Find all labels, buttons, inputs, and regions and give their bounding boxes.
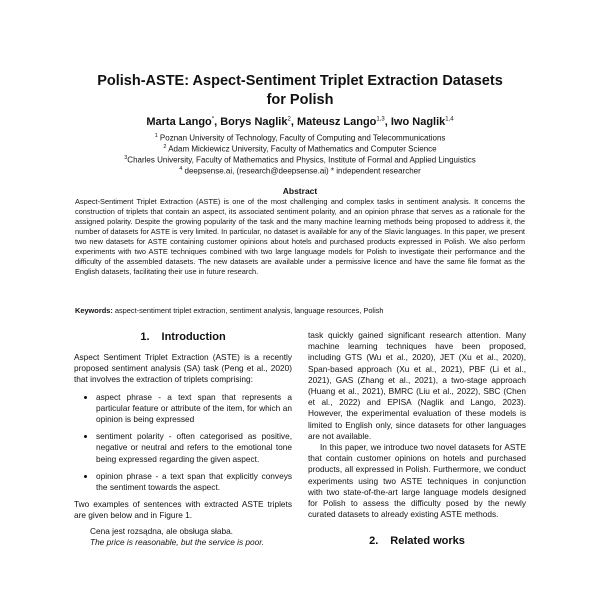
- affiliation-text: Charles University, Faculty of Mathematics and Physics, Institute of Formal and Applied Linguistics: [127, 155, 476, 165]
- author-sup: *: [211, 116, 215, 123]
- example-sentence: [90, 526, 292, 548]
- author-list: Marta Lango*, Borys Naglik$^2$, Mateusz Lango$^{1,3}$, Iwo Naglik$^{1,4}$: [146, 116, 454, 128]
- left-column: [74, 330, 292, 548]
- keywords-text: aspect-sentiment triplet extraction, sentiment analysis, language resources, Polish: [114, 306, 384, 315]
- intro-paragraph-2: Two examples of sentences with extracted ASTE triplets are given below and in Figure 1.: [74, 499, 292, 521]
- abstract-heading: Abstract: [282, 186, 318, 196]
- right-column: [308, 330, 526, 556]
- list-item: • aspect phrase - a text span that represents a particular feature or attribute of the item, for which an opinion is being expressed: [96, 392, 292, 426]
- author-name: Mateusz Lango: [296, 116, 377, 128]
- section-number: 2.: [369, 535, 379, 548]
- section-title: Related works: [390, 535, 465, 548]
- affiliation-sup: 3: [124, 155, 128, 161]
- list-item: • opinion phrase - a text span that explicitly conveys the sentiment towards the aspect.: [96, 471, 292, 493]
- author-name: Borys Naglik: [220, 116, 288, 128]
- author-name: Iwo Naglik: [390, 116, 446, 128]
- author-name: Marta Lango: [146, 116, 212, 128]
- example-translation: The price is reasonable, but the service is poor.: [90, 536, 265, 547]
- affiliation-sup: 1: [154, 133, 158, 139]
- affiliation: [0, 164, 600, 177]
- keywords: [75, 306, 525, 315]
- title-line-1: Polish-ASTE: Aspect-Sentiment Triplet Extraction Datasets: [97, 73, 503, 89]
- list-item: • sentiment polarity - often categorised as positive, negative or neutral and refers to the emotional tone being expressed regarding the given aspect.: [96, 431, 292, 465]
- section-heading-introduction: [74, 330, 292, 344]
- author-sup: 1,3: [376, 116, 385, 123]
- section-number: 1.: [140, 331, 150, 343]
- abstract-body: Aspect-Sentiment Triplet Extraction (ASTE) is one of the most challenging and complex tasks in sentiment analysis. It concerns the construction of triplets that contain an aspect, its associated sentiment polarity, and an opinion phrase that serves as a rationale for the assigned polarity. Despite the growing popularity of the task and the many machine learning methods being proposed to address it, the number of datasets for ASTE is very limited. In particular, no dataset is available for any of the Slavic languages. In this paper, we present two new datasets for ASTE containing customer opinions about hotels and purchased products expressed in Polish. We also perform experiments with two ASTE techniques combined with two large language models for Polish to investigate their performance and the difficulty of the assembled datasets. The new datasets are available under a permissive licence and have the same file format as the English datasets, facilitating their use in future research.: [75, 197, 525, 276]
- affiliation-sup: 4: [179, 166, 183, 172]
- author-sup: 1,4: [445, 116, 454, 123]
- section-heading-related-works: [308, 534, 526, 548]
- affiliation-sup: 2: [163, 144, 167, 150]
- example-polish: Cena jest rozsądna, ale obsługa słaba.: [90, 525, 233, 536]
- intro-paragraph-1: Aspect Sentiment Triplet Extraction (ASTE) is a recently proposed sentiment analysis (SA) task (Peng et al., 2020) that involves the extraction of triplets comprising:: [74, 352, 292, 385]
- right-paragraph-1: task quickly gained significant research attention. Many machine learning techniques have been proposed, including GTS (Wu et al., 2020), JET (Xu et al., 2020), Span-based approach (Xu et al., 2021), PBF (Li et al., 2021), GAS (Zhang et al., 2021), a two-stage approach (Huang et al., 2021), BMRC (Liu et al., 2022), SBC (Chen et al., 2022) and EPISA (Naglik and Lango, 2023). However, the experimental evaluation of these models is limited to English only, since datasets for other languages are not available.: [308, 330, 526, 441]
- author-sup: 2: [287, 116, 291, 123]
- title-line-2: for Polish: [266, 92, 334, 108]
- affiliation-text: Adam Mickiewicz University, Faculty of Mathematics and Computer Science: [168, 144, 437, 154]
- affiliation-text: deepsense.ai, (research@deepsense.ai) * independent researcher: [184, 166, 421, 176]
- keywords-label: Keywords:: [75, 306, 113, 315]
- section-title: Introduction: [161, 331, 226, 343]
- affiliation-text: Poznan University of Technology, Faculty of Computing and Telecommunications: [159, 133, 446, 143]
- paper-title: [0, 72, 600, 110]
- triplet-list: [74, 392, 292, 494]
- right-paragraph-2: In this paper, we introduce two novel datasets for ASTE that contain customer opinions on hotels and purchased products, all expressed in Polish. Furthermore, we conduct experiments using two ASTE techniques in conjunction with two state-of-the-art large language models designed for Polish to assess the difficulty posed by the newly curated datasets to already existing ASTE methods.: [308, 442, 526, 520]
